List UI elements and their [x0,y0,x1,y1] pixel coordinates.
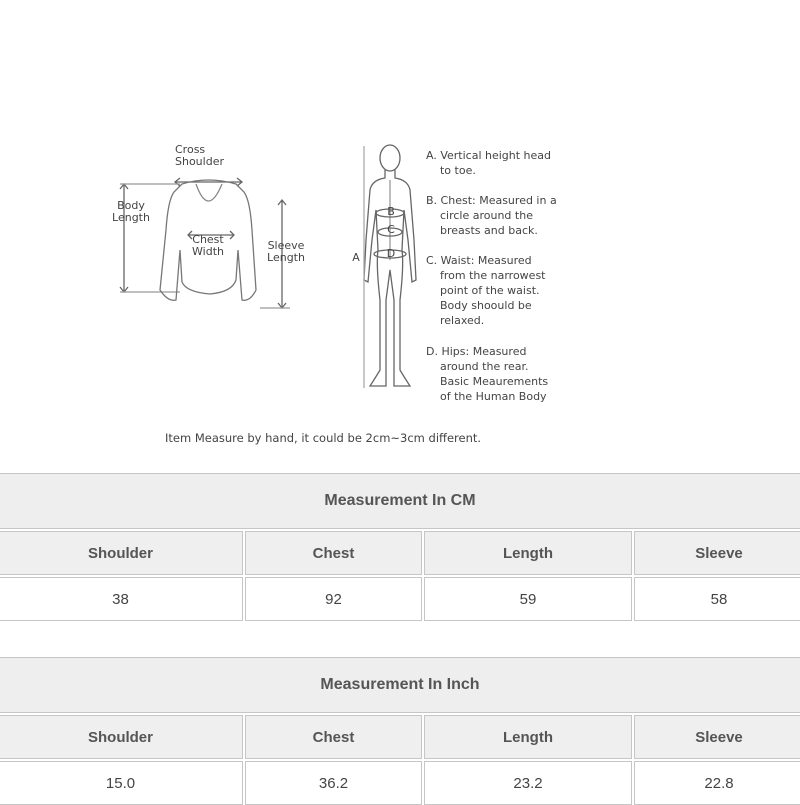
chest-width-label: Chest Width [192,233,224,258]
table-inch-value-sleeve: 22.8 [634,761,800,805]
legend-b: B. Chest: Measured in a circle around the breasts and back. [426,194,557,237]
table-inch-value-shoulder: 15.0 [0,761,243,805]
marker-a: A [352,251,360,264]
table-inch-value-chest: 36.2 [245,761,422,805]
body-length-label: Body Length [112,199,150,224]
table-cm-value-chest: 92 [245,577,422,621]
legend-d: D. Hips: Measured around the rear. Basic Meaurements of the Human Body [426,345,549,403]
table-cm-header-chest: Chest [245,531,422,575]
table-cm-header-shoulder: Shoulder [0,531,243,575]
table-inch-header-sleeve: Sleeve [634,715,800,759]
legend-a: A. Vertical height head to toe. [426,149,552,177]
measure-note: Item Measure by hand, it could be 2cm~3cm different. [165,431,482,445]
marker-b: B [387,205,395,218]
table-inch-title: Measurement In Inch [0,657,800,713]
table-inch-header-chest: Chest [245,715,422,759]
table-cm-header-sleeve: Sleeve [634,531,800,575]
cross-shoulder-label: Cross Shoulder [175,143,224,168]
table-inch-value-length: 23.2 [424,761,632,805]
legend-c: C. Waist: Measured from the narrowest point of the waist. Body shoould be relaxed. [426,254,546,327]
marker-d: D [386,247,396,260]
table-cm-title: Measurement In CM [0,473,800,529]
sleeve-length-label: Sleeve Length [267,239,305,264]
human-body-diagram [350,140,430,395]
table-cm-value-length: 59 [424,577,632,621]
table-cm-header-length: Length [424,531,632,575]
table-cm-value-shoulder: 38 [0,577,243,621]
table-cm-value-sleeve: 58 [634,577,800,621]
marker-c: C [387,223,395,236]
table-inch-header-shoulder: Shoulder [0,715,243,759]
table-inch-header-length: Length [424,715,632,759]
